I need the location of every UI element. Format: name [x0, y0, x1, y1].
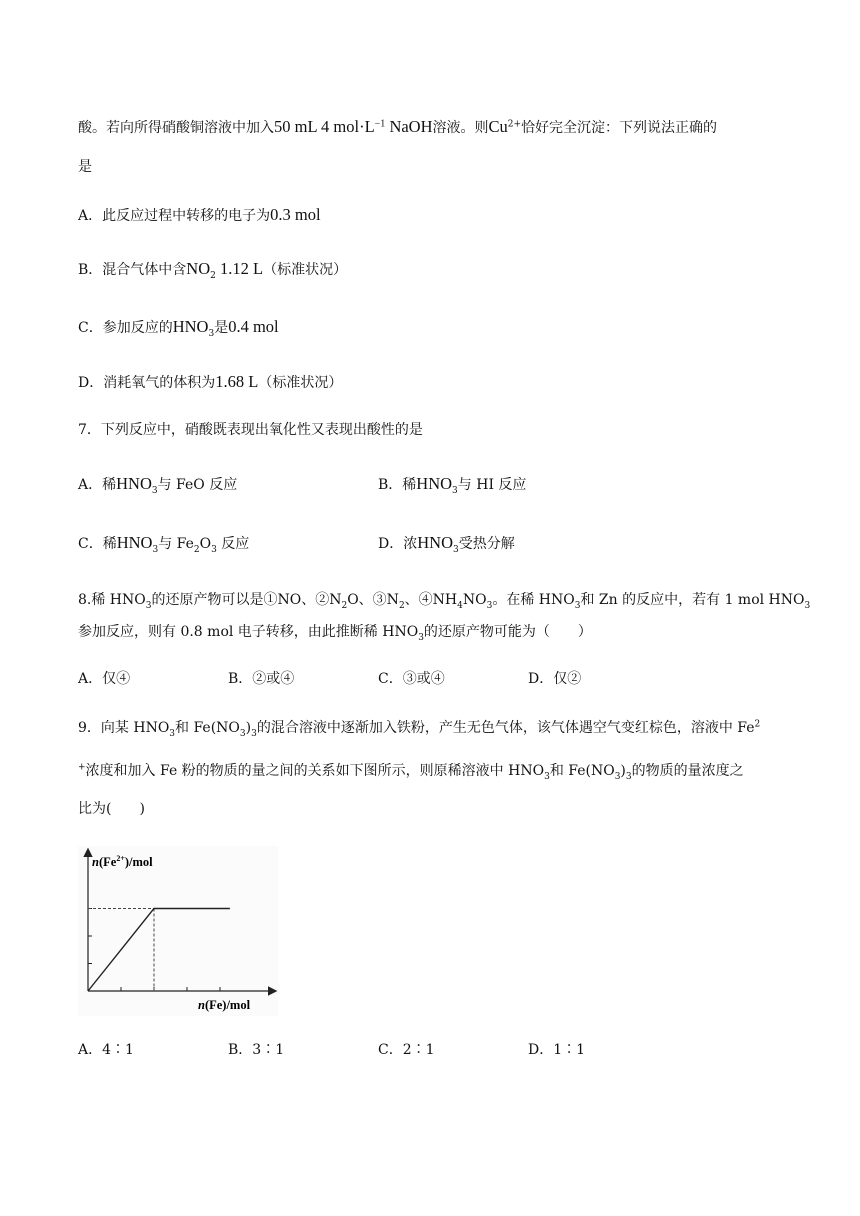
q9-stem-line3: 比为( ): [78, 801, 145, 817]
q9-option-d[interactable]: D．1∶1: [528, 1042, 586, 1058]
q9-option-b[interactable]: B．3∶1: [228, 1042, 285, 1058]
q8-option-a[interactable]: A．仅④: [78, 671, 131, 687]
q6-option-a[interactable]: A．此反应过程中转移的电子为0.3 mol: [78, 205, 321, 224]
q6-option-b[interactable]: B．混合气体中含$NO_2$ 1.12 L（标准状况）: [78, 259, 348, 281]
q9-option-a[interactable]: A．4∶1: [78, 1042, 134, 1058]
q9-option-c[interactable]: C．2∶1: [378, 1042, 435, 1058]
q9-stem-line1: 9．向某 $HNO_3$和 $Fe(NO_3)_3$的混合溶液中逐渐加入铁粉，产生无色气体，该气体遇空气变红棕色，溶液中 Fe$^2$: [78, 719, 761, 739]
q6-stem-line1: 酸。若向所得硝酸铜溶液中加入50 mL 4 $mol\cdot L^{-1}$ NaOH溶液。则$Cu^{2+}$恰好完全沉淀：下列说法正确的: [78, 117, 718, 136]
q7-option-a[interactable]: A．稀$HNO_3$与 FeO 反应: [78, 474, 238, 496]
q7-option-d[interactable]: D．浓$HNO_3$受热分解: [378, 533, 515, 555]
q6-stem-line2: 是: [78, 159, 92, 175]
y-axis-label: $n(Fe^{2+})$/mol: [92, 854, 153, 869]
q8-stem-line2: 参加反应，则有 0.8 mol 电子转移，由此推断稀 $HNO_3$的还原产物可能为（ ）: [78, 624, 592, 643]
q8-option-c[interactable]: C．③或④: [378, 671, 445, 687]
q7-stem: 7．下列反应中，硝酸既表现出氧化性又表现出酸性的是: [78, 422, 423, 438]
q6-option-d[interactable]: D．消耗氧气的体积为1.68 L（标准状况）: [78, 372, 343, 391]
q8-option-d[interactable]: D．仅②: [528, 671, 582, 687]
q7-option-b[interactable]: B．稀$HNO_3$与 HI 反应: [378, 474, 527, 496]
x-axis-label: n(Fe)/mol: [198, 998, 251, 1012]
graph-svg: [78, 846, 278, 1016]
fe2-vs-fe-graph: [78, 846, 278, 1016]
series-line-fe2: [88, 909, 230, 992]
q8-stem-line1: 8.稀 $HNO_3$的还原产物可以是①NO、$②N_2O$、$③N_2$、$④NH_4NO_3$。在稀 $HNO_3$和 Zn 的反应中，若有 1 mol $HNO_3$: [78, 592, 811, 611]
q8-option-b[interactable]: B．②或④: [228, 671, 295, 687]
q6-option-c[interactable]: C．参加反应的$HNO_3$是0.4 mol: [78, 317, 279, 339]
q9-stem-line2: +浓度和加入 Fe 粉的物质的量之间的关系如下图所示，则原稀溶液中 $HNO_3$和 $Fe(NO_3)_3$的物质的量浓度之: [78, 762, 744, 782]
q7-option-c[interactable]: C．稀$HNO_3$与 $Fe_2O_3$ 反应: [78, 533, 250, 555]
